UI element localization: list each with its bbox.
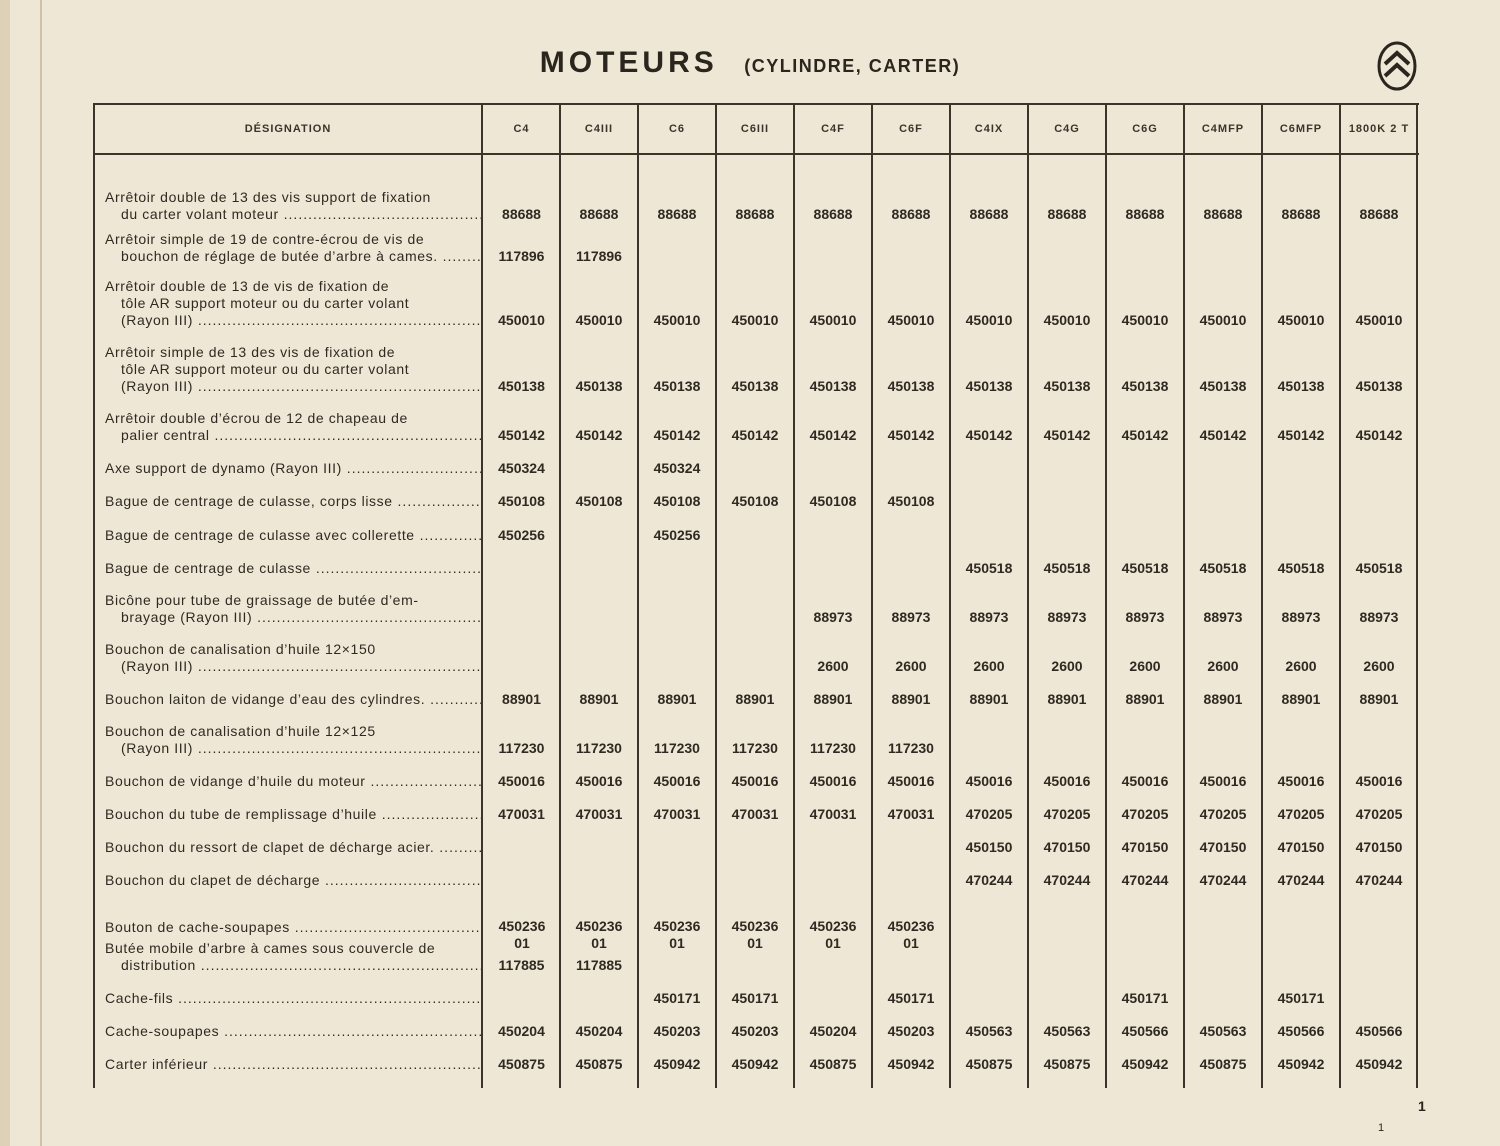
table-row xyxy=(93,269,1419,333)
header-model-11: 1800K 2 T xyxy=(1348,123,1410,135)
part-number-cell: 88901 xyxy=(1047,691,1087,707)
part-number-cell: 2600 xyxy=(1129,658,1161,674)
row-designation xyxy=(105,460,481,477)
part-number-cell: 470205 xyxy=(1277,806,1325,822)
table-row xyxy=(93,827,1419,860)
part-number-cell: 470031 xyxy=(653,806,701,822)
part-number-cell: 450108 xyxy=(653,493,701,509)
page-title xyxy=(0,46,1500,80)
part-number-cell: 117230 xyxy=(576,740,622,756)
citroen-chevron-logo-icon xyxy=(1376,40,1418,92)
designation-line: bouchon de réglage de butée d’arbre à cames. ..... xyxy=(105,248,481,265)
part-number-cell: 470244 xyxy=(1277,872,1325,888)
part-number-cell: 450171 xyxy=(887,990,935,1006)
part-number-cell: 88901 xyxy=(1203,691,1243,707)
part-number-cell: 470031 xyxy=(809,806,857,822)
table-row xyxy=(93,679,1419,712)
row-designation xyxy=(105,189,481,223)
part-number-cell: 470205 xyxy=(1355,806,1403,822)
part-number-cell: 450142 xyxy=(1355,427,1403,443)
designation-line: Arrêtoir simple de 13 des vis de fixation de xyxy=(105,344,396,360)
part-number-cell: 88973 xyxy=(891,609,931,625)
part-number-cell: 470205 xyxy=(965,806,1013,822)
part-number-cell: 450016 xyxy=(965,773,1013,789)
row-designation xyxy=(105,872,481,889)
header-model-7: C4G xyxy=(1054,123,1080,135)
part-number-cell: 88973 xyxy=(1047,609,1087,625)
designation-line: Bouchon du tube de remplissage d’huile ..... xyxy=(105,806,481,823)
designation-line: Cache-fils ..... xyxy=(105,990,481,1007)
row-designation xyxy=(105,410,481,444)
row-designation xyxy=(105,641,481,675)
part-number-cell: 117230 xyxy=(654,740,700,756)
part-number-cell: 470031 xyxy=(575,806,623,822)
part-number-cell: 450010 xyxy=(731,312,779,328)
part-number-cell: 450150 xyxy=(965,839,1013,855)
title-sub: (CYLINDRE, CARTER) xyxy=(744,56,961,76)
binding-edge xyxy=(0,0,10,1146)
part-number-cell: 450016 xyxy=(1121,773,1169,789)
part-number-cell: 88901 xyxy=(969,691,1009,707)
part-number-cell: 450204 xyxy=(575,1023,623,1039)
part-number-cell: 450942 xyxy=(731,1056,779,1072)
row-designation xyxy=(105,691,481,708)
part-number-cell: 450142 xyxy=(887,427,935,443)
part-number-cell: 450138 xyxy=(1199,378,1247,394)
table-row xyxy=(93,333,1419,399)
part-number-cell: 470244 xyxy=(1355,872,1403,888)
designation-line: tôle AR support moteur ou du carter volant xyxy=(121,361,410,377)
part-number-cell: 450010 xyxy=(1355,312,1403,328)
part-number-cell: 2600 xyxy=(1051,658,1083,674)
part-number-cell: 450203 xyxy=(653,1023,701,1039)
part-number-cell: 450138 xyxy=(575,378,623,394)
part-number-cell: 88688 xyxy=(1281,206,1321,222)
part-number-cell: 450518 xyxy=(1121,560,1169,576)
part-number-cell: 470150 xyxy=(1199,839,1247,855)
row-designation xyxy=(105,773,481,790)
part-number-cell: 450142 xyxy=(1121,427,1169,443)
table-row xyxy=(93,581,1419,630)
designation-line: Bouchon du ressort de clapet de décharge acier. ..... xyxy=(105,839,481,856)
part-number-cell: 450010 xyxy=(498,312,545,328)
row-designation xyxy=(105,1056,481,1073)
part-number-cell: 450010 xyxy=(653,312,701,328)
part-number-cell: 450142 xyxy=(731,427,779,443)
part-number-cell: 450171 xyxy=(653,990,701,1006)
part-number-cell: 450563 xyxy=(1199,1023,1247,1039)
part-number-cell: 450010 xyxy=(1121,312,1169,328)
part-number-cell: 450236 01 xyxy=(653,918,701,951)
part-number-cell: 450142 xyxy=(1277,427,1325,443)
part-number-cell: 450142 xyxy=(1043,427,1091,443)
part-number-cell: 450016 xyxy=(1043,773,1091,789)
binding-fold-line xyxy=(40,0,42,1146)
part-number-cell: 450563 xyxy=(1043,1023,1091,1039)
part-number-cell: 450875 xyxy=(498,1056,545,1072)
part-number-cell: 88973 xyxy=(813,609,853,625)
part-number-cell: 117230 xyxy=(732,740,778,756)
part-number-cell: 450875 xyxy=(575,1056,623,1072)
part-number-cell: 450010 xyxy=(1043,312,1091,328)
table-row xyxy=(93,165,1419,227)
designation-line: Carter inférieur ..... xyxy=(105,1056,481,1073)
header-model-0: C4 xyxy=(513,123,530,135)
designation-line: Arrêtoir double d’écrou de 12 de chapeau de xyxy=(105,410,408,426)
part-number-cell: 2600 xyxy=(1207,658,1239,674)
table-row xyxy=(93,978,1419,1011)
part-number-cell: 450108 xyxy=(809,493,857,509)
row-designation xyxy=(105,1023,481,1040)
part-number-cell: 450142 xyxy=(575,427,623,443)
part-number-cell: 88901 xyxy=(813,691,853,707)
table-row xyxy=(93,448,1419,481)
table-row xyxy=(93,940,1419,978)
table-row xyxy=(93,761,1419,794)
header-model-10: C6MFP xyxy=(1279,123,1323,135)
part-number-cell: 450010 xyxy=(887,312,935,328)
part-number-cell: 450010 xyxy=(575,312,623,328)
part-number-cell: 450942 xyxy=(1121,1056,1169,1072)
table-row xyxy=(93,630,1419,679)
part-number-cell: 450016 xyxy=(731,773,779,789)
part-number-cell: 88688 xyxy=(1125,206,1165,222)
part-number-cell: 450256 xyxy=(653,527,701,543)
part-number-cell: 450518 xyxy=(1199,560,1247,576)
part-number-cell: 450204 xyxy=(498,1023,545,1039)
table-row xyxy=(93,481,1419,514)
table-header xyxy=(93,105,1419,155)
table-row xyxy=(93,860,1419,893)
part-number-cell: 450563 xyxy=(965,1023,1013,1039)
part-number-cell: 88688 xyxy=(579,206,619,222)
part-number-cell: 450942 xyxy=(887,1056,935,1072)
part-number-cell: 450016 xyxy=(1199,773,1247,789)
designation-line: Axe support de dynamo (Rayon III) ..... xyxy=(105,460,481,477)
designation-line: distribution ..... xyxy=(105,957,481,974)
part-number-cell: 450016 xyxy=(1277,773,1325,789)
part-number-cell: 470031 xyxy=(731,806,779,822)
header-model-5: C6F xyxy=(899,123,923,135)
designation-line: Bague de centrage de culasse, corps lisse ..... xyxy=(105,493,481,510)
part-number-cell: 88688 xyxy=(891,206,931,222)
part-number-cell: 450875 xyxy=(965,1056,1013,1072)
part-number-cell: 450518 xyxy=(1355,560,1403,576)
part-number-cell: 88688 xyxy=(1359,206,1399,222)
part-number-cell: 450138 xyxy=(653,378,701,394)
part-number-cell: 450236 01 xyxy=(887,918,935,951)
part-number-cell: 450108 xyxy=(887,493,935,509)
part-number-cell: 470031 xyxy=(887,806,935,822)
part-number-cell: 450566 xyxy=(1355,1023,1403,1039)
part-number-cell: 117230 xyxy=(498,740,545,756)
row-designation xyxy=(105,919,481,936)
part-number-cell: 470031 xyxy=(498,806,545,822)
part-number-cell: 470205 xyxy=(1121,806,1169,822)
part-number-cell: 450142 xyxy=(498,427,545,443)
table-row xyxy=(93,712,1419,761)
part-number-cell: 450016 xyxy=(653,773,701,789)
part-number-cell: 450010 xyxy=(1199,312,1247,328)
part-number-cell: 88973 xyxy=(1125,609,1165,625)
part-number-cell: 450203 xyxy=(887,1023,935,1039)
table-row xyxy=(93,514,1419,548)
part-number-cell: 2600 xyxy=(817,658,849,674)
header-designation: DÉSIGNATION xyxy=(244,123,332,135)
part-number-cell: 450236 01 xyxy=(498,918,546,951)
part-number-cell: 88901 xyxy=(579,691,619,707)
part-number-cell: 450518 xyxy=(1043,560,1091,576)
part-number-cell: 450108 xyxy=(731,493,779,509)
part-number-cell: 450138 xyxy=(1121,378,1169,394)
part-number-cell: 88973 xyxy=(1203,609,1243,625)
part-number-cell: 450171 xyxy=(1277,990,1325,1006)
header-model-4: C4F xyxy=(821,123,845,135)
part-number-cell: 450010 xyxy=(965,312,1013,328)
part-number-cell: 450108 xyxy=(575,493,623,509)
part-number-cell: 450010 xyxy=(1277,312,1325,328)
part-number-cell: 450171 xyxy=(731,990,779,1006)
part-number-cell: 88688 xyxy=(1203,206,1243,222)
designation-line: Arrêtoir double de 13 des vis support de fixation xyxy=(105,189,431,205)
designation-line: Bouchon de vidange d’huile du moteur ..... xyxy=(105,773,481,790)
header-model-1: C4III xyxy=(584,123,614,135)
header-model-3: C6III xyxy=(740,123,770,135)
part-number-cell: 450138 xyxy=(731,378,779,394)
part-number-cell: 450138 xyxy=(887,378,935,394)
designation-line: Bouton de cache-soupapes ..... xyxy=(105,919,481,936)
part-number-cell: 450324 xyxy=(653,460,701,476)
designation-line: Bouchon de canalisation d’huile 12×125 xyxy=(105,723,376,739)
part-number-cell: 450138 xyxy=(809,378,857,394)
designation-line: Bague de centrage de culasse ..... xyxy=(105,560,481,577)
part-number-cell: 450518 xyxy=(1277,560,1325,576)
row-designation xyxy=(105,231,481,265)
part-number-cell: 470150 xyxy=(1043,839,1091,855)
part-number-cell: 470150 xyxy=(1121,839,1169,855)
designation-line: Cache-soupapes ..... xyxy=(105,1023,481,1040)
part-number-cell: 450016 xyxy=(809,773,857,789)
part-number-cell: 88901 xyxy=(502,691,541,707)
part-number-cell: 450138 xyxy=(965,378,1013,394)
part-number-cell: 2600 xyxy=(895,658,927,674)
part-number-cell: 450142 xyxy=(809,427,857,443)
row-designation xyxy=(105,806,481,823)
part-number-cell: 470244 xyxy=(1121,872,1169,888)
designation-line: Arrêtoir double de 13 de vis de fixation de xyxy=(105,278,390,294)
part-number-cell: 117885 xyxy=(576,957,622,973)
header-model-9: C4MFP xyxy=(1201,123,1245,135)
table-row xyxy=(93,1044,1419,1077)
part-number-cell: 450138 xyxy=(498,378,545,394)
part-number-cell: 470150 xyxy=(1355,839,1403,855)
part-number-cell: 470244 xyxy=(965,872,1013,888)
part-number-cell: 88901 xyxy=(1281,691,1321,707)
part-number-cell: 88901 xyxy=(735,691,775,707)
row-designation xyxy=(105,940,481,974)
row-designation xyxy=(105,344,481,395)
part-number-cell: 450942 xyxy=(1277,1056,1325,1072)
part-number-cell: 450138 xyxy=(1277,378,1325,394)
designation-line: (Rayon III) ..... xyxy=(105,740,481,757)
part-number-cell: 450518 xyxy=(965,560,1013,576)
row-designation xyxy=(105,839,481,856)
row-designation xyxy=(105,560,481,577)
part-number-cell: 470244 xyxy=(1043,872,1091,888)
designation-line: (Rayon III) ..... xyxy=(105,312,481,329)
part-number-cell: 117230 xyxy=(810,740,856,756)
part-number-cell: 117885 xyxy=(498,957,545,973)
part-number-cell: 88688 xyxy=(813,206,853,222)
header-model-2: C6 xyxy=(668,123,686,135)
part-number-cell: 450566 xyxy=(1277,1023,1325,1039)
part-number-cell: 88901 xyxy=(891,691,931,707)
part-number-cell: 470205 xyxy=(1043,806,1091,822)
row-designation xyxy=(105,527,481,544)
part-number-cell: 88688 xyxy=(502,206,541,222)
designation-line: Butée mobile d’arbre à cames sous couvercle de xyxy=(105,940,436,956)
table-row xyxy=(93,794,1419,827)
designation-line: du carter volant moteur ..... xyxy=(105,206,481,223)
part-number-cell: 117230 xyxy=(888,740,934,756)
part-number-cell: 450875 xyxy=(809,1056,857,1072)
part-number-cell: 450942 xyxy=(1355,1056,1403,1072)
part-number-cell: 450324 xyxy=(498,460,545,476)
part-number-cell: 88901 xyxy=(657,691,697,707)
row-designation xyxy=(105,723,481,757)
designation-line: Bicône pour tube de graissage de butée d’em- xyxy=(105,592,419,608)
part-number-cell: 88688 xyxy=(969,206,1009,222)
part-number-cell: 450236 01 xyxy=(575,918,623,951)
part-number-cell: 88688 xyxy=(735,206,775,222)
part-number-cell: 88901 xyxy=(1359,691,1399,707)
part-number-cell: 450203 xyxy=(731,1023,779,1039)
part-number-cell: 450875 xyxy=(1199,1056,1247,1072)
part-number-cell: 117896 xyxy=(576,248,622,264)
designation-line: Arrêtoir simple de 19 de contre-écrou de vis de xyxy=(105,231,425,247)
table-row xyxy=(93,227,1419,269)
part-number-cell: 450171 xyxy=(1121,990,1169,1006)
part-number-cell: 88901 xyxy=(1125,691,1165,707)
part-number-cell: 2600 xyxy=(973,658,1005,674)
table-row xyxy=(93,548,1419,581)
designation-line: (Rayon III) ..... xyxy=(105,378,481,395)
part-number-cell: 450256 xyxy=(498,527,545,543)
row-designation xyxy=(105,278,481,329)
part-number-cell: 450236 01 xyxy=(809,918,857,951)
part-number-cell: 450016 xyxy=(575,773,623,789)
part-number-cell: 450138 xyxy=(1043,378,1091,394)
designation-line: palier central ..... xyxy=(105,427,481,444)
row-designation xyxy=(105,493,481,510)
row-designation xyxy=(105,990,481,1007)
page-number: 1 xyxy=(1418,1098,1426,1114)
part-number-cell: 450108 xyxy=(498,493,545,509)
part-number-cell: 470150 xyxy=(1277,839,1325,855)
parts-table xyxy=(93,103,1419,1088)
header-model-8: C6G xyxy=(1132,123,1158,135)
designation-line: Bouchon de canalisation d’huile 12×150 xyxy=(105,641,376,657)
part-number-cell: 450010 xyxy=(809,312,857,328)
part-number-cell: 2600 xyxy=(1285,658,1317,674)
part-number-cell: 88688 xyxy=(1047,206,1087,222)
part-number-cell: 88688 xyxy=(657,206,697,222)
part-number-cell: 450142 xyxy=(965,427,1013,443)
part-number-cell: 450016 xyxy=(498,773,545,789)
title-main: MOTEURS xyxy=(539,46,718,79)
table-row xyxy=(93,1011,1419,1044)
part-number-cell: 470244 xyxy=(1199,872,1247,888)
row-designation xyxy=(105,592,481,626)
part-number-cell: 450016 xyxy=(887,773,935,789)
header-model-6: C4IX xyxy=(974,123,1004,135)
part-number-cell: 450566 xyxy=(1121,1023,1169,1039)
part-number-cell: 2600 xyxy=(1363,658,1395,674)
part-number-cell: 470205 xyxy=(1199,806,1247,822)
part-number-cell: 88973 xyxy=(1281,609,1321,625)
part-number-cell: 117896 xyxy=(498,248,545,264)
designation-line: Bouchon du clapet de décharge ..... xyxy=(105,872,481,889)
part-number-cell: 450016 xyxy=(1355,773,1403,789)
designation-line: (Rayon III) ..... xyxy=(105,658,481,675)
part-number-cell: 450875 xyxy=(1043,1056,1091,1072)
part-number-cell: 88973 xyxy=(969,609,1009,625)
designation-line: Bouchon laiton de vidange d’eau des cylindres. ..... xyxy=(105,691,481,708)
part-number-cell: 450942 xyxy=(653,1056,701,1072)
part-number-cell: 88973 xyxy=(1359,609,1399,625)
designation-line: Bague de centrage de culasse avec collerette ..... xyxy=(105,527,481,544)
part-number-cell: 450142 xyxy=(653,427,701,443)
designation-line: tôle AR support moteur ou du carter volant xyxy=(121,295,410,311)
part-number-cell: 450138 xyxy=(1355,378,1403,394)
page-number-small: 1 xyxy=(1378,1122,1385,1134)
part-number-cell: 450236 01 xyxy=(731,918,779,951)
part-number-cell: 450142 xyxy=(1199,427,1247,443)
designation-line: brayage (Rayon III) ..... xyxy=(105,609,481,626)
table-row xyxy=(93,399,1419,448)
part-number-cell: 450204 xyxy=(809,1023,857,1039)
